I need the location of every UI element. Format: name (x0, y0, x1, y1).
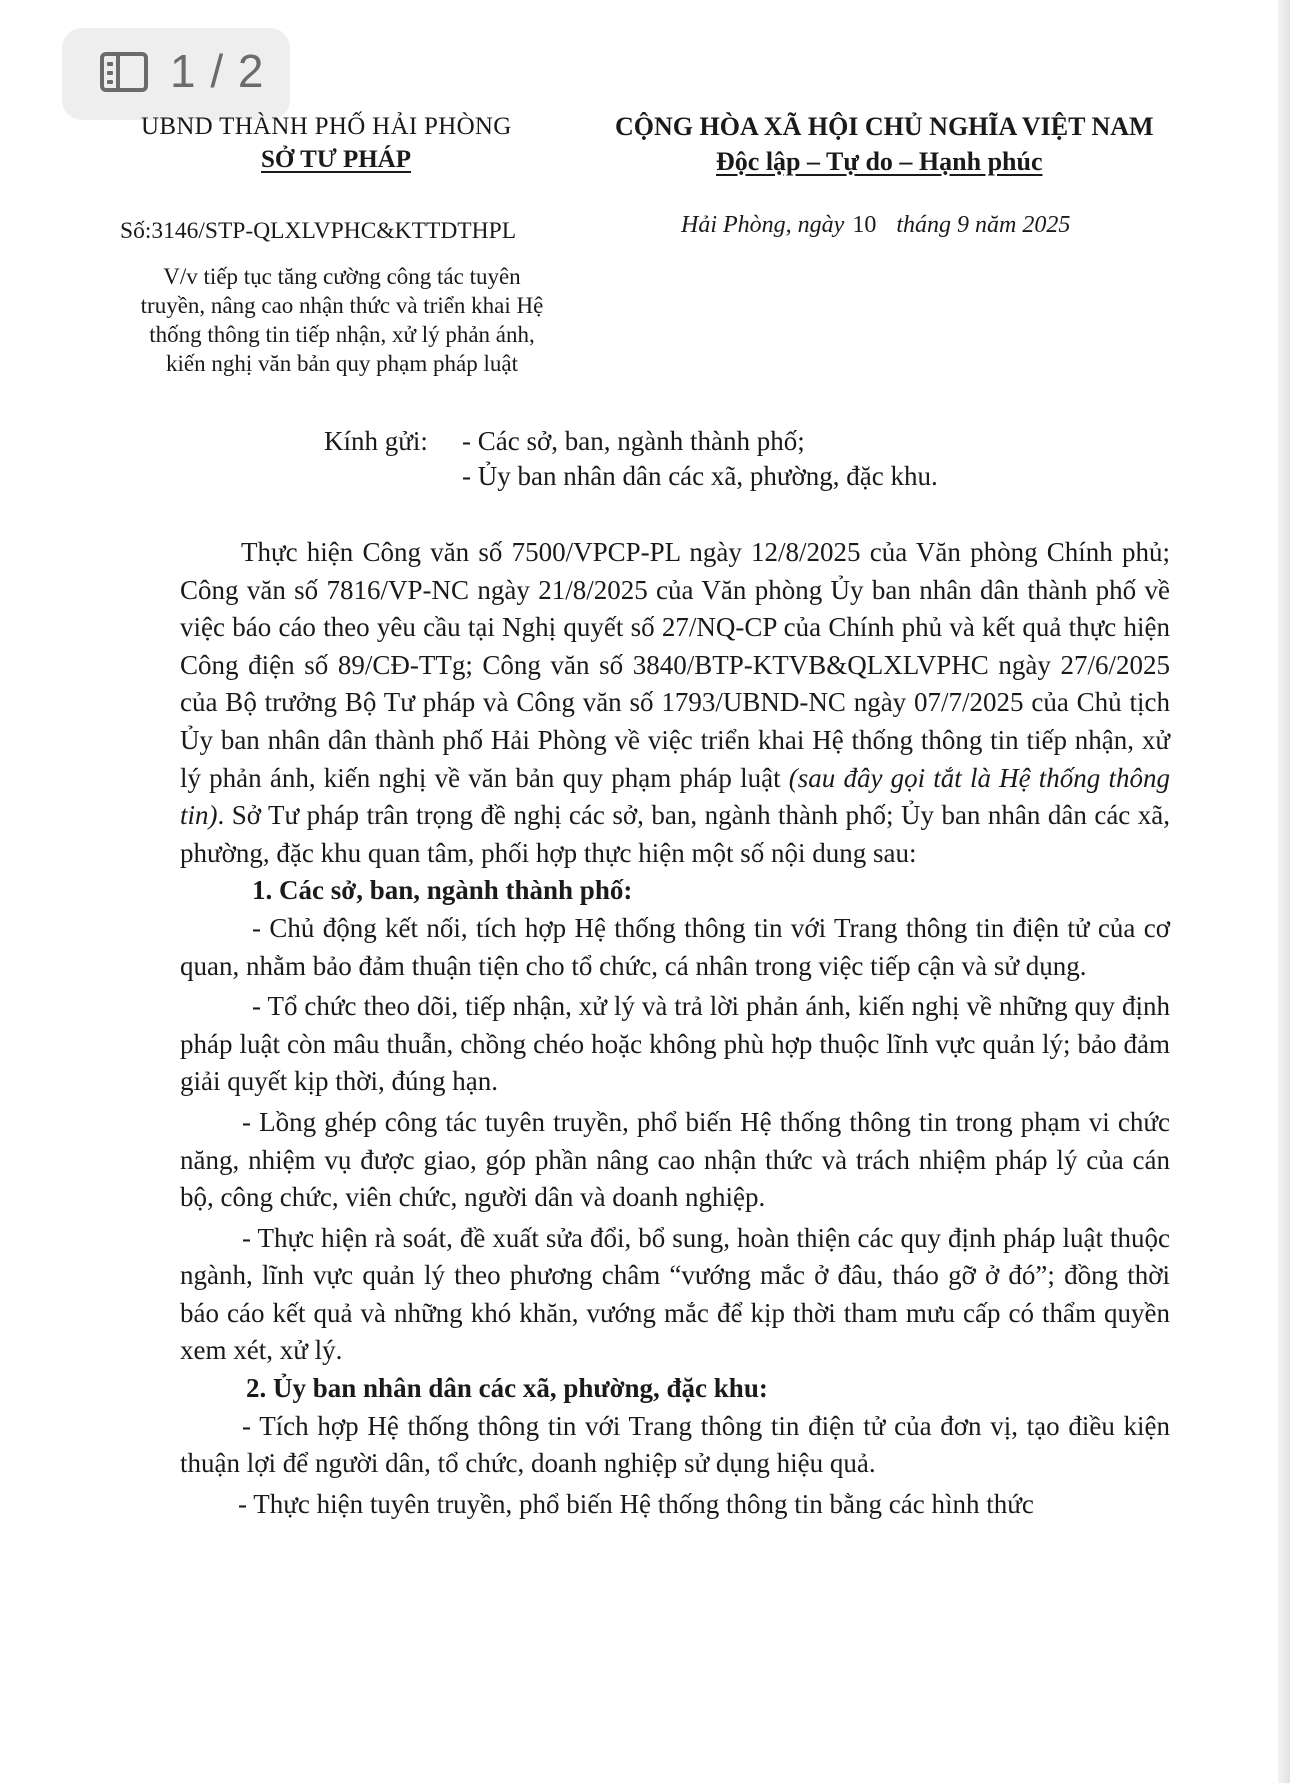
document-date (681, 212, 1070, 239)
recipient-item: - Các sở, ban, ngành thành phố; (462, 426, 805, 456)
section-1-title: 1. Các sở, ban, ngành thành phố: (252, 875, 633, 906)
section-2-item: - Tích hợp Hệ thống thông tin với Trang thông tin điện tử của đơn vị, tạo điều kiện thuận lợi để người dân, tổ chức, doanh nghiệp sử dụng hiệu quả. (180, 1410, 1170, 1479)
document-subject (110, 262, 574, 378)
date-month-year: tháng 9 năm 2025 (896, 212, 1071, 238)
document-body (180, 534, 1170, 1523)
page-indicator[interactable] (62, 28, 290, 120)
subject-line: thống thông tin tiếp nhận, xử lý phản ánh, (149, 322, 535, 347)
section-2-item: - Thực hiện tuyên truyền, phổ biến Hệ thống thông tin bằng các hình thức (238, 1488, 1034, 1519)
section-1-item: - Lồng ghép công tác tuyên truyền, phổ biến Hệ thống thông tin trong phạm vi chức năng, nhiệm vụ được giao, góp phần nâng cao nhận thức và trách nhiệm pháp lý của cán bộ, công chức, viên chức, người dân và doanh nghiệp. (180, 1106, 1170, 1213)
section-1-item: - Thực hiện rà soát, đề xuất sửa đổi, bổ sung, hoàn thiện các quy định pháp luật thuộc ngành, lĩnh vực quản lý theo phương châm “vướng mắc ở đâu, tháo gỡ ở đó”; đồng thời báo cáo kết quả và những khó khăn, vướng mắc để kịp thời tham mưu cấp có thẩm quyền xem xét, xử lý. (180, 1222, 1170, 1366)
agency-name: UBND THÀNH PHỐ HẢI PHÒNG (141, 113, 512, 140)
page-counter: 1 / 2 (170, 45, 265, 97)
recipient-item: - Ủy ban nhân dân các xã, phường, đặc khu. (462, 461, 938, 491)
department-name: SỞ TƯ PHÁP (261, 146, 412, 173)
section-1-item: - Tổ chức theo dõi, tiếp nhận, xử lý và trả lời phản ánh, kiến nghị về những quy định pháp luật còn mâu thuẫn, chồng chéo hoặc không phù hợp thuộc lĩnh vực quản lý; bảo đảm giải quyết kịp thời, đúng hạn. (180, 991, 1170, 1097)
subject-line: kiến nghị văn bản quy phạm pháp luật (166, 351, 518, 376)
sidebar-toggle-icon[interactable] (100, 52, 148, 92)
section-2-title: 2. Ủy ban nhân dân các xã, phường, đặc khu: (246, 1373, 768, 1404)
intro-paragraph: Thực hiện Công văn số 7500/VPCP-PL ngày 12/8/2025 của Văn phòng Chính phủ; Công văn số 7816/VP-NC ngày 21/8/2025 của Văn phòng Ủy ban nhân dân thành phố về việc báo cáo theo yêu cầu tại Nghị quyết số 27/NQ-CP của Chính phủ và kết quả thực hiện Công điện số 89/CĐ-TTg; Công văn số 3840/BTP-KTVB&QLXLVPHC ngày 27/6/2025 của Bộ trưởng Bộ Tư pháp và Công văn số 1793/UBND-NC ngày 07/7/2025 của Chủ tịch Ủy ban nhân dân thành phố Hải Phòng về việc triển khai Hệ thống thông tin tiếp nhận, xử lý phản ánh, kiến nghị về văn bản quy phạm pháp luật (sau đây gọi tắt là Hệ thống thông tin). Sở Tư pháp trân trọng đề nghị các sở, ban, ngành thành phố; Ủy ban nhân dân các xã, phường, đặc khu quan tâm, phối hợp thực hiện một số nội dung sau: (180, 537, 1170, 868)
nation-title: CỘNG HÒA XÃ HỘI CHỦ NGHĨA VIỆT NAM (615, 112, 1154, 141)
page-edge-shadow (1278, 0, 1290, 1783)
date-prefix: Hải Phòng, ngày (681, 212, 845, 238)
section-1-item: - Chủ động kết nối, tích hợp Hệ thống thông tin với Trang thông tin điện tử của cơ quan, nhằm bảo đảm thuận tiện cho tổ chức, cá nhân trong việc tiếp cận và sử dụng. (180, 912, 1170, 981)
national-motto: Độc lập – Tự do – Hạnh phúc (716, 147, 1043, 176)
date-day: 10 (852, 212, 877, 238)
subject-line: V/v tiếp tục tăng cường công tác tuyên (163, 264, 521, 289)
recipients-label: Kính gửi: (324, 426, 428, 456)
document-number: Số:3146/STP-QLXLVPHC&KTTDTHPL (120, 218, 517, 244)
subject-line: truyền, nâng cao nhận thức và triển khai Hệ (140, 293, 544, 318)
